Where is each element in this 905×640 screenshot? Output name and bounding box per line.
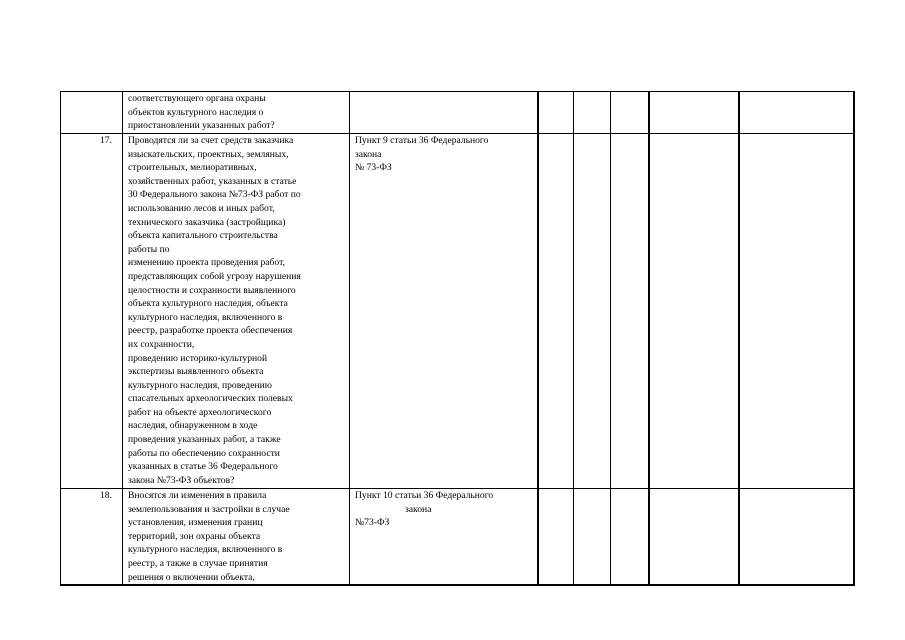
question-line: объекта культурного наследия, объекта (128, 298, 288, 310)
question-line: проведения указанных работ, а также (128, 434, 281, 446)
question-line: представляющих собой угрозу нарушения (128, 270, 301, 282)
question-line: строительных, мелиоративных, (128, 162, 257, 174)
question-line: территорий, зон охраны объекта (128, 530, 261, 542)
question-cell (123, 134, 350, 489)
question-line: объекта капитального строительства (128, 230, 278, 242)
question-line: Вносятся ли изменения в правила (128, 490, 267, 501)
question-line: 30 Федерального закона №73-ФЗ работ по (128, 189, 301, 201)
notes-cell (649, 92, 739, 134)
question-line: землепользования и застройки в случае (128, 503, 290, 515)
reference-line: Пункт 10 статьи 36 Федерального (355, 490, 494, 501)
reference-cell (350, 489, 538, 586)
question-line: экспертизы выявленного объекта (128, 366, 264, 378)
question-line: культурного наследия, включенного в (128, 311, 283, 323)
question-line: реестр, а также в случае принятия (128, 557, 268, 569)
answer-yes-cell (538, 489, 574, 586)
question-line: использованию лесов и иных работ, (128, 202, 275, 214)
question-line: соответствующего органа охраны (128, 93, 266, 104)
question-line: их сохранности, (128, 338, 195, 350)
comment-cell (739, 134, 854, 489)
reference-cell (350, 92, 538, 134)
notes-cell (649, 134, 739, 489)
reference-cell (350, 134, 538, 489)
question-line: Проводятся ли за счет средств заказчика (128, 135, 294, 146)
row-number-cell: 18. (61, 489, 123, 586)
row-number-cell (61, 92, 123, 134)
reference-line: № 73-ФЗ (355, 162, 392, 174)
question-line: наследия, обнаруженном в ходе (128, 420, 258, 432)
question-line: закона №73-ФЗ объектов? (128, 474, 235, 486)
notes-cell (649, 489, 739, 586)
checklist-table (60, 91, 855, 586)
question-line: изыскательских, проектных, земляных, (128, 148, 289, 160)
question-line: хозяйственных работ, указанных в статье (128, 175, 297, 187)
answer-yes-cell (538, 92, 574, 134)
answer-yes-cell (538, 134, 574, 489)
answer-no-cell (574, 489, 611, 586)
question-line: объектов культурного наследия о (128, 106, 264, 118)
question-line: спасательных археологических полевых (128, 393, 293, 405)
comment-cell (739, 92, 854, 134)
reference-line: Пункт 9 статьи 36 Федерального (355, 135, 489, 146)
question-line: изменению проекта проведения работ, (128, 257, 285, 269)
question-line: целостности и сохранности выявленного (128, 284, 296, 296)
row-number-cell: 17. (61, 134, 123, 489)
table-row (61, 92, 854, 134)
question-cell (123, 92, 350, 134)
question-line: проведению историко-культурной (128, 352, 268, 364)
question-line: реестр, разработке проекта обеспечения (128, 325, 293, 337)
table-row (61, 489, 854, 586)
question-line: решения о включении объекта, (128, 571, 255, 583)
answer-na-cell (611, 489, 649, 586)
question-line: культурного наследия, включенного в (128, 544, 283, 556)
question-cell (123, 489, 350, 586)
question-line: установления, изменения границ (128, 517, 263, 529)
answer-na-cell (611, 92, 649, 134)
question-line: работ на объекте археологического (128, 406, 272, 418)
question-line: работы по обеспечению сохранности (128, 447, 280, 459)
question-line: культурного наследия, проведению (128, 379, 272, 391)
table-row (61, 134, 854, 489)
question-line: приостановлении указанных работ? (128, 120, 275, 132)
answer-no-cell (574, 92, 611, 134)
answer-na-cell (611, 134, 649, 489)
answer-no-cell (574, 134, 611, 489)
question-line: указанных в статье 36 Федерального (128, 461, 278, 473)
question-line: технического заказчика (застройщика) (128, 216, 286, 228)
question-line: работы по (128, 243, 170, 255)
comment-cell (739, 489, 854, 586)
reference-line: закона (355, 148, 382, 160)
reference-line: закона (405, 503, 432, 515)
reference-line: №73-ФЗ (355, 517, 390, 529)
